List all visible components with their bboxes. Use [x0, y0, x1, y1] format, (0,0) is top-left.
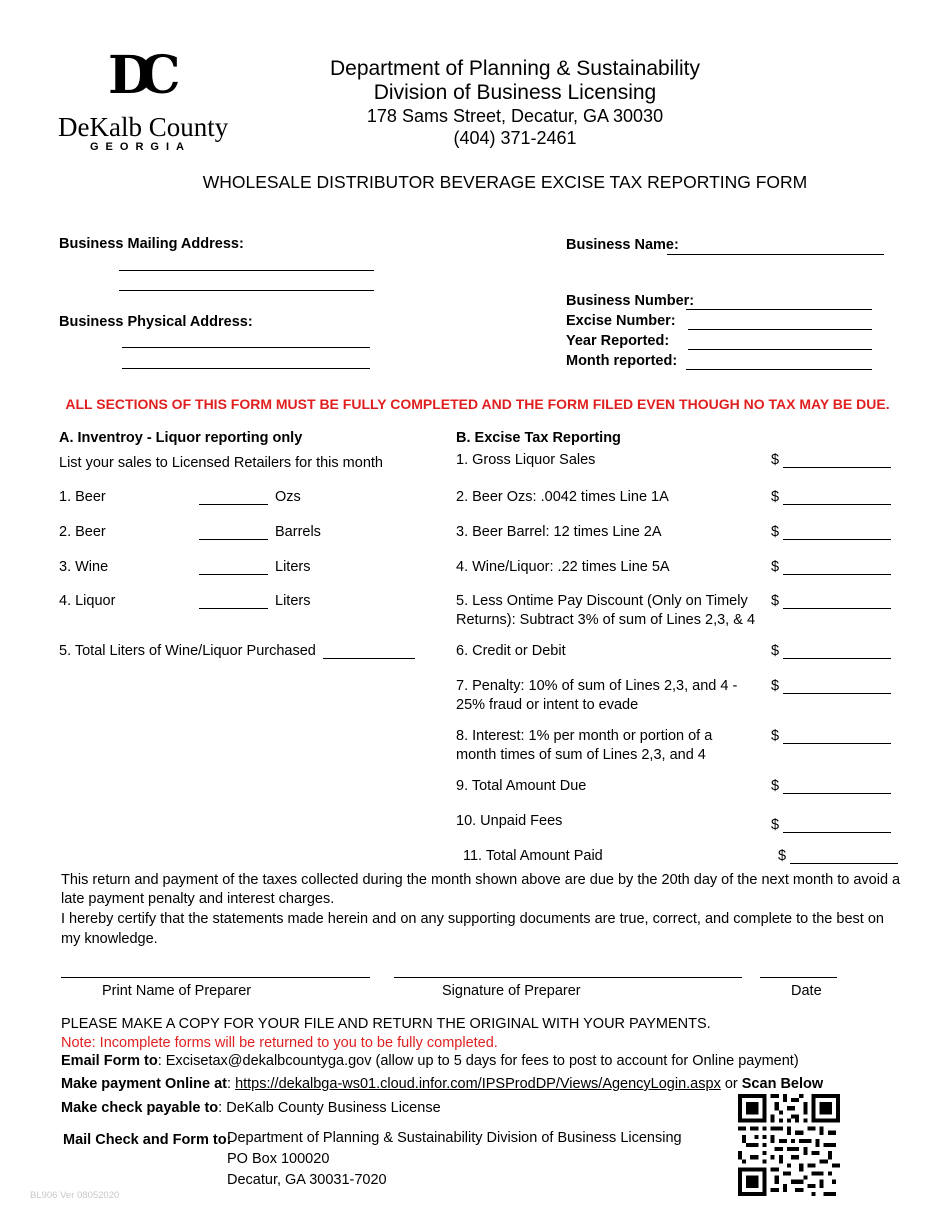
- signature-field[interactable]: [394, 977, 742, 978]
- section-a-item-label: 2. Beer: [59, 524, 106, 540]
- currency-sign: $: [771, 524, 780, 540]
- payment-link[interactable]: https://dekalbga-ws01.cloud.infor.com/IPSProdDP/Views/AgencyLogin.aspx: [235, 1076, 721, 1092]
- month-reported-label: Month reported:: [566, 353, 678, 369]
- date-field[interactable]: [760, 977, 837, 978]
- section-b-amount-field[interactable]: [783, 467, 891, 468]
- section-b-item-line-2: 25% fraud or intent to evade: [456, 697, 639, 713]
- incomplete-note: Note: Incomplete forms will be returned to you to be fully completed.: [61, 1035, 498, 1051]
- section-a-item-field[interactable]: [199, 504, 268, 505]
- section-b-amount-field[interactable]: [783, 832, 891, 833]
- section-a-total-field[interactable]: [323, 658, 415, 659]
- year-reported-field[interactable]: [688, 349, 872, 350]
- currency-sign: $: [778, 848, 787, 864]
- section-b-item-line: 7. Penalty: 10% of sum of Lines 2,3, and 4 -: [456, 678, 738, 694]
- section-b-item-line: 1. Gross Liquor Sales: [456, 452, 596, 468]
- mailing-address-line-1[interactable]: [119, 270, 374, 271]
- business-number-label: Business Number:: [566, 293, 695, 309]
- section-a-item-label: 4. Liquor: [59, 593, 116, 609]
- email-text: : Excisetax@dekalbcountyga.gov (allow up to 5 days for fees to post to account for Online payment): [157, 1053, 799, 1069]
- currency-sign: $: [771, 778, 780, 794]
- physical-address-line-1[interactable]: [122, 347, 370, 348]
- business-number-field[interactable]: [686, 309, 872, 310]
- check-payable-line: [61, 1100, 441, 1116]
- currency-sign: $: [771, 593, 780, 609]
- section-a-item-unit: Liters: [275, 559, 311, 575]
- dept-title: Department of Planning & Sustainability: [329, 57, 701, 80]
- online-or: or: [720, 1076, 742, 1092]
- mail-address-line-3: Decatur, GA 30031-7020: [227, 1172, 387, 1188]
- currency-sign: $: [771, 678, 780, 694]
- header-phone: (404) 371-2461: [453, 128, 577, 148]
- section-b-amount-field[interactable]: [783, 743, 891, 744]
- mailing-address-label: Business Mailing Address:: [59, 236, 244, 252]
- section-b-item-line: 9. Total Amount Due: [456, 778, 587, 794]
- section-b-item-line: 8. Interest: 1% per month or portion of a: [456, 728, 713, 744]
- section-b-item-line: 5. Less Ontime Pay Discount (Only on Timely: [456, 593, 748, 609]
- dekalb-logo: [58, 45, 229, 157]
- currency-sign: $: [771, 489, 780, 505]
- print-name-field[interactable]: [61, 977, 370, 978]
- section-a-item-unit: Barrels: [275, 524, 321, 540]
- section-b-item-line: 11. Total Amount Paid: [463, 848, 603, 864]
- mail-address-line-1: Department of Planning & Sustainability Division of Business Licensing: [227, 1130, 682, 1146]
- logo-county: DeKalb County: [58, 112, 229, 142]
- scan-below-label: Scan Below: [741, 1076, 824, 1092]
- copy-note: PLEASE MAKE A COPY FOR YOUR FILE AND RETURN THE ORIGINAL WITH YOUR PAYMENTS.: [61, 1016, 711, 1032]
- section-b-amount-field[interactable]: [790, 863, 898, 864]
- version-label: BL906 Ver 08052020: [30, 1190, 120, 1201]
- date-label: Date: [791, 983, 822, 999]
- due-statement-line-1: This return and payment of the taxes collected during the month shown above are due by the 20th day of the next month to avoid a: [61, 872, 901, 888]
- form-title: WHOLESALE DISTRIBUTOR BEVERAGE EXCISE TAX REPORTING FORM: [202, 172, 808, 192]
- online-colon: :: [227, 1076, 236, 1092]
- division-title: Division of Business Licensing: [373, 81, 657, 104]
- excise-number-field[interactable]: [688, 329, 872, 330]
- section-a-total-label: 5. Total Liters of Wine/Liquor Purchased: [59, 643, 316, 659]
- section-b-title: B. Excise Tax Reporting: [456, 430, 621, 446]
- currency-sign: $: [771, 643, 780, 659]
- signature-label: Signature of Preparer: [442, 983, 581, 999]
- check-text: : DeKalb County Business License: [218, 1100, 441, 1116]
- header-address: 178 Sams Street, Decatur, GA 30030: [366, 106, 664, 126]
- excise-number-label: Excise Number:: [566, 313, 676, 329]
- certify-statement-line-2: my knowledge.: [61, 931, 158, 947]
- year-reported-label: Year Reported:: [566, 333, 670, 349]
- email-label: Email Form to: [61, 1053, 158, 1069]
- section-b-item-line: 2. Beer Ozs: .0042 times Line 1A: [456, 489, 669, 505]
- section-b-amount-field[interactable]: [783, 658, 891, 659]
- section-a-item-unit: Liters: [275, 593, 311, 609]
- logo-monogram: DC: [108, 45, 167, 106]
- email-line: [61, 1053, 799, 1069]
- section-a-item-label: 1. Beer: [59, 489, 106, 505]
- mail-address-line-2: PO Box 100020: [227, 1151, 330, 1167]
- section-b-amount-field[interactable]: [783, 693, 891, 694]
- online-label: Make payment Online at: [61, 1076, 227, 1092]
- section-b-amount-field[interactable]: [783, 574, 891, 575]
- section-a-item-field[interactable]: [199, 574, 268, 575]
- section-b-amount-field[interactable]: [783, 504, 891, 505]
- business-name-field[interactable]: [667, 254, 884, 255]
- section-b-item-line: 10. Unpaid Fees: [456, 813, 563, 829]
- section-a-item-field[interactable]: [199, 608, 268, 609]
- section-a-title: A. Inventroy - Liquor reporting only: [59, 430, 303, 446]
- section-b-item-line-2: month times of sum of Lines 2,3, and 4: [456, 747, 706, 763]
- section-b-amount-field[interactable]: [783, 539, 891, 540]
- month-reported-field[interactable]: [686, 369, 872, 370]
- section-b-item-line: 4. Wine/Liquor: .22 times Line 5A: [456, 559, 670, 575]
- qr-code-icon: [738, 1094, 840, 1196]
- completion-notice: ALL SECTIONS OF THIS FORM MUST BE FULLY COMPLETED AND THE FORM FILED EVEN THOUGH NO TAX MAY BE DUE.: [65, 396, 890, 412]
- print-name-label: Print Name of Preparer: [102, 983, 252, 999]
- section-a-subtitle: List your sales to Licensed Retailers for this month: [59, 455, 383, 471]
- mailing-address-line-2[interactable]: [119, 290, 374, 291]
- physical-address-label: Business Physical Address:: [59, 314, 253, 330]
- section-b-item-line: 3. Beer Barrel: 12 times Line 2A: [456, 524, 662, 540]
- check-label: Make check payable to: [61, 1100, 219, 1116]
- qr-code[interactable]: [738, 1094, 840, 1196]
- logo-state: GEORGIA: [90, 141, 191, 153]
- section-b-amount-field[interactable]: [783, 608, 891, 609]
- certify-statement-line-1: I hereby certify that the statements made herein and on any supporting documents are true, correct, and complete to the best on: [61, 911, 884, 927]
- currency-sign: $: [771, 817, 780, 833]
- currency-sign: $: [771, 452, 780, 468]
- section-a-item-label: 3. Wine: [59, 559, 109, 575]
- section-b-item-line: 6. Credit or Debit: [456, 643, 566, 659]
- section-a-item-field[interactable]: [199, 539, 268, 540]
- currency-sign: $: [771, 728, 780, 744]
- currency-sign: $: [771, 559, 780, 575]
- physical-address-line-2[interactable]: [122, 368, 370, 369]
- mail-label: Mail Check and Form to:: [63, 1132, 232, 1148]
- section-b-amount-field[interactable]: [783, 793, 891, 794]
- section-a-item-unit: Ozs: [275, 489, 301, 505]
- business-name-label: Business Name:: [566, 237, 679, 253]
- section-b-item-line-2: Returns): Subtract 3% of sum of Lines 2,3, & 4: [456, 612, 756, 628]
- due-statement-line-2: late payment penalty and interest charges.: [61, 891, 335, 907]
- online-payment-line: [61, 1076, 823, 1092]
